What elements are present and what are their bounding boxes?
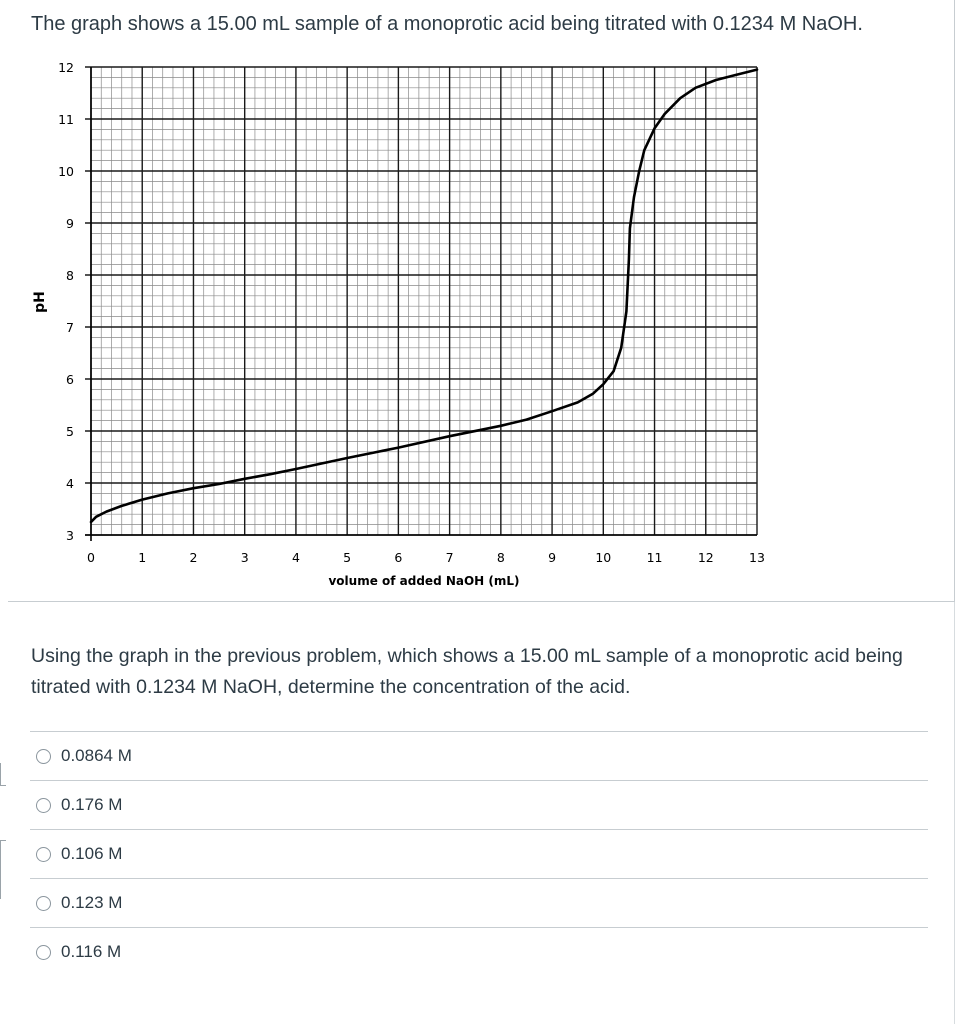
x-tick-label: 9 bbox=[548, 550, 557, 565]
y-tick-label: 11 bbox=[58, 112, 74, 127]
answer-label: 0.106 M bbox=[61, 844, 123, 863]
left-edge-bracket bbox=[0, 763, 6, 786]
y-tick-label: 12 bbox=[58, 60, 74, 75]
radio-button[interactable] bbox=[36, 945, 51, 960]
panel-divider bbox=[954, 602, 955, 1024]
y-tick-label: 9 bbox=[66, 216, 74, 231]
y-axis-label: pH bbox=[32, 291, 48, 313]
x-tick-labels bbox=[87, 550, 765, 565]
y-tick-label: 6 bbox=[66, 372, 74, 387]
y-tick-label: 7 bbox=[66, 320, 74, 335]
answer-option[interactable] bbox=[30, 878, 928, 927]
question-1-prompt: The graph shows a 15.00 mL sample of a monoprotic acid being titrated with 0.1234 M NaOH. bbox=[31, 13, 863, 35]
x-tick-label: 11 bbox=[646, 550, 663, 565]
answer-label: 0.123 M bbox=[61, 893, 123, 912]
left-edge-bracket bbox=[0, 840, 6, 899]
y-tick-label: 4 bbox=[66, 476, 74, 491]
y-tick-label: 3 bbox=[66, 528, 74, 543]
answer-option[interactable] bbox=[30, 780, 928, 829]
x-tick-label: 3 bbox=[240, 550, 249, 565]
minor-grid bbox=[91, 67, 757, 535]
radio-button[interactable] bbox=[36, 749, 51, 764]
y-tick-label: 5 bbox=[66, 424, 74, 439]
answer-label: 0.116 M bbox=[61, 942, 122, 961]
radio-button[interactable] bbox=[36, 896, 51, 911]
radio-button[interactable] bbox=[36, 847, 51, 862]
radio-button[interactable] bbox=[36, 798, 51, 813]
x-tick-label: 2 bbox=[189, 550, 198, 565]
answer-option[interactable] bbox=[30, 829, 928, 878]
x-tick-label: 4 bbox=[291, 550, 300, 565]
answer-label: 0.176 M bbox=[61, 795, 123, 814]
x-axis-label: volume of added NaOH (mL) bbox=[328, 574, 520, 588]
y-tick-labels bbox=[58, 60, 74, 543]
y-tick-label: 8 bbox=[66, 268, 74, 283]
y-tick-label: 10 bbox=[58, 164, 74, 179]
x-tick-label: 8 bbox=[496, 550, 505, 565]
x-tick-label: 5 bbox=[343, 550, 352, 565]
x-tick-label: 12 bbox=[697, 550, 714, 565]
x-tick-label: 0 bbox=[87, 550, 95, 565]
x-tick-label: 1 bbox=[138, 550, 147, 565]
chart-axes bbox=[85, 67, 757, 541]
x-tick-label: 7 bbox=[445, 550, 454, 565]
question-2-prompt: Using the graph in the previous problem, which shows a 15.00 mL sample of a monoprotic acid being titrated with 0.1234 M NaOH, determine the concentration of the acid. bbox=[31, 645, 903, 698]
major-grid bbox=[85, 67, 757, 535]
answer-list bbox=[30, 731, 928, 976]
answer-option[interactable] bbox=[30, 927, 928, 976]
answer-label: 0.0864 M bbox=[61, 746, 132, 765]
x-tick-label: 10 bbox=[595, 550, 612, 565]
x-tick-label: 6 bbox=[394, 550, 403, 565]
answer-option[interactable] bbox=[30, 731, 928, 780]
x-tick-label: 13 bbox=[749, 550, 765, 565]
